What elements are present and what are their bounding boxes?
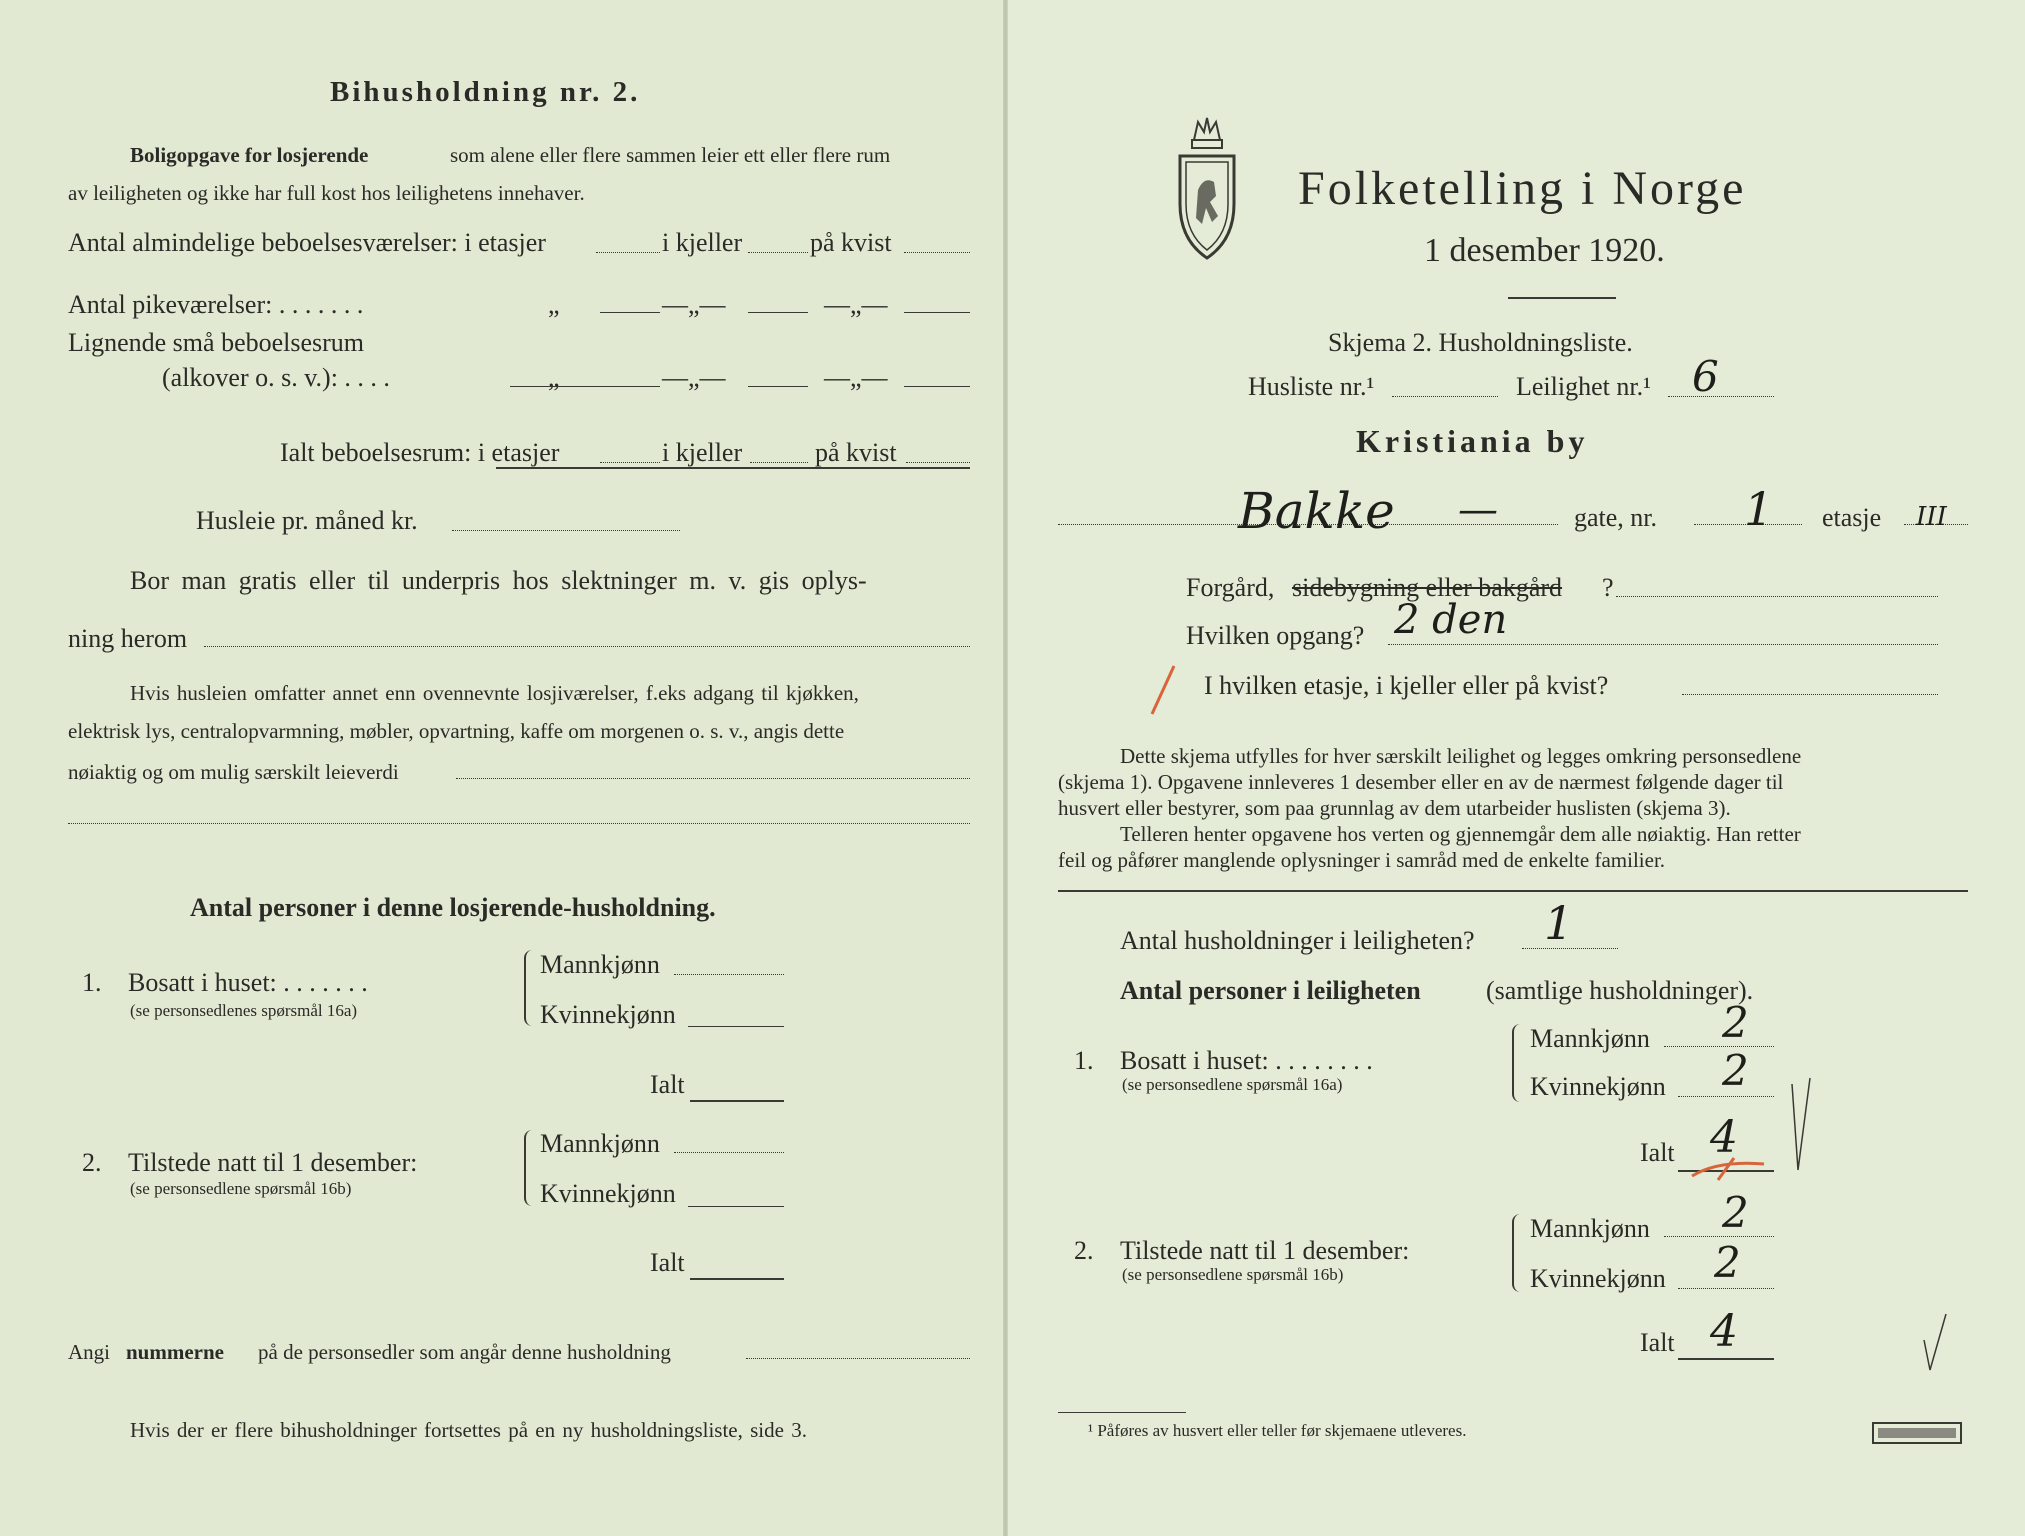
- hw-street: Bakke: [1238, 482, 1395, 540]
- left-q2-kvinne: Kvinnekjønn: [540, 1179, 676, 1208]
- info-line-2: (skjema 1). Opgavene innleveres 1 desember eller en av de nærmest følgende dager til: [1058, 770, 1784, 794]
- left-q2-label: Tilstede natt til 1 desember:: [128, 1148, 418, 1177]
- pike-line-1: [600, 312, 660, 313]
- ant-hush-label: Antal husholdninger i leiligheten?: [1120, 926, 1475, 955]
- lignende-line-2: (alkover o. s. v.): . . . .: [162, 363, 390, 392]
- ialt-kjeller-line: [750, 462, 808, 463]
- left-q1-mann-line: [674, 974, 784, 975]
- rooms-kjeller: i kjeller: [662, 228, 743, 257]
- left-q2-ialt: Ialt: [650, 1248, 685, 1277]
- forgard-struck: sidebygning eller bakgård: [1292, 573, 1563, 602]
- intro-bold: Boligopgave for losjerende: [130, 143, 369, 167]
- left-q2-sub: (se personsedlene spørsmål 16b): [130, 1179, 352, 1198]
- opgang-label: Hvilken opgang?: [1186, 621, 1365, 650]
- hw-q1-mann: 2: [1722, 998, 1749, 1047]
- info-rule: [1058, 890, 1968, 892]
- etasje-label: etasje: [1822, 503, 1882, 532]
- info-line-5: feil og påfører manglende oplysninger i samråd med de enkelte familier.: [1058, 848, 1666, 872]
- lignende-line-1: Lignende små beboelsesrum: [68, 328, 365, 357]
- rooms-kvist-line: [904, 252, 970, 253]
- ialt-rooms-label: Ialt beboelsesrum: i etasjer: [280, 438, 560, 467]
- left-q1-brace: [524, 950, 536, 1026]
- left-q2-kvinne-line: [688, 1206, 784, 1207]
- red-tick-icon: [1688, 1150, 1768, 1186]
- ialt-kvist: på kvist: [815, 438, 897, 467]
- red-check-mark-icon: [1144, 662, 1184, 718]
- right-q2-ialt-line: [1678, 1358, 1774, 1360]
- husleie-label: Husleie pr. måned kr.: [196, 506, 418, 535]
- form-title: Folketelling i Norge: [1298, 162, 1747, 215]
- pike-ditto-dash-1: —„—: [662, 290, 726, 319]
- hw-q2-ialt: 4: [1710, 1306, 1738, 1357]
- left-q1-label: Bosatt i huset: . . . . . . .: [128, 968, 368, 997]
- right-q1-kvinne-line: [1678, 1096, 1774, 1097]
- forgard-line: [1616, 596, 1938, 597]
- hw-street-dash: —: [1458, 487, 1498, 533]
- norway-coat-of-arms-icon: [1174, 112, 1240, 264]
- pencil-check-icon: [1788, 1074, 1814, 1174]
- husliste-label: Husliste nr.¹: [1248, 372, 1375, 401]
- lign-line-3: [904, 386, 970, 387]
- ialt-kvist-line: [906, 462, 970, 463]
- left-q1-kvinne: Kvinnekjønn: [540, 1000, 676, 1029]
- footnote: ¹ Påføres av husvert eller teller før skjemaene utleveres.: [1088, 1421, 1467, 1440]
- right-q2-kvinne: Kvinnekjønn: [1530, 1264, 1666, 1293]
- forgard-qmark: ?: [1602, 573, 1614, 602]
- left-q2-mann: Mannkjønn: [540, 1129, 660, 1158]
- right-q1-mann-line: [1664, 1046, 1774, 1047]
- right-q1-ialt: Ialt: [1640, 1138, 1675, 1167]
- hvilken-etasje-line: [1682, 694, 1938, 695]
- left-q2-ialt-line: [690, 1278, 784, 1280]
- rooms-kvist: på kvist: [810, 228, 892, 257]
- lign-line-2: [748, 386, 808, 387]
- hw-leilighet-nr: 6: [1692, 352, 1719, 401]
- right-q1-sub: (se personsedlene spørsmål 16a): [1122, 1075, 1343, 1094]
- antal-title: Antal personer i denne losjerende-husholdning.: [190, 893, 716, 922]
- date-underline: [1508, 297, 1616, 299]
- ant-pers-bold: Antal personer i leiligheten: [1120, 976, 1421, 1005]
- rooms-etasjer-line: [596, 252, 660, 253]
- hw-q2-mann: 2: [1722, 1188, 1749, 1237]
- husliste-line: [1392, 396, 1498, 397]
- hvis-line-3: nøiaktig og om mulig særskilt leieverdi: [68, 760, 399, 784]
- husleie-line: [452, 530, 680, 531]
- skjema-label: Skjema 2. Husholdningsliste.: [1328, 328, 1633, 357]
- intro-rest-1: som alene eller flere sammen leier ett eller flere rum: [450, 143, 891, 167]
- ialt-etasjer-line: [600, 462, 660, 463]
- printer-stamp-icon: [1872, 1422, 1962, 1444]
- right-q2-brace: [1512, 1214, 1524, 1292]
- left-q1-ialt: Ialt: [650, 1070, 685, 1099]
- hvis-line-1: Hvis husleien omfatter annet enn ovennevnte losjiværelser, f.eks adgang til kjøkken,: [130, 681, 859, 705]
- left-q2-mann-line: [674, 1152, 784, 1153]
- left-q1-sub: (se personsedlenes spørsmål 16a): [130, 1001, 358, 1020]
- ialt-underline: [496, 467, 970, 469]
- gratis-line-1: Bor man gratis eller til underpris hos slektninger m. v. gis oplys-: [130, 566, 867, 595]
- hw-gate-nr: 1: [1744, 482, 1774, 536]
- right-q1-mann: Mannkjønn: [1530, 1024, 1650, 1053]
- pike-ditto: „: [548, 290, 560, 319]
- angi-line: [746, 1358, 970, 1359]
- pike-line-2: [748, 312, 808, 313]
- left-title: Bihusholdning nr. 2.: [330, 76, 641, 108]
- left-q2-brace: [524, 1130, 536, 1206]
- forgard-label: Forgård,: [1186, 573, 1275, 602]
- angi-a: Angi: [68, 1340, 110, 1364]
- right-q1-label: Bosatt i huset: . . . . . . . .: [1120, 1046, 1373, 1075]
- intro-rest-2: av leiligheten og ikke har full kost hos leilighetens innehaver.: [68, 181, 585, 205]
- right-q2-num: 2.: [1074, 1236, 1094, 1265]
- city-label: Kristiania by: [1356, 423, 1589, 459]
- leilighet-line: [1668, 396, 1774, 397]
- lign-line-1: [510, 386, 660, 387]
- pencil-check-icon-2: [1920, 1310, 1950, 1374]
- lign-ditto: „: [548, 363, 560, 392]
- hvilken-etasje-label: I hvilken etasje, i kjeller eller på kvist?: [1204, 671, 1609, 700]
- right-q1-brace: [1512, 1024, 1524, 1102]
- footnote-rule: [1058, 1412, 1186, 1413]
- left-q1-ialt-line: [690, 1100, 784, 1102]
- left-q1-mann: Mannkjønn: [540, 950, 660, 979]
- hvis-line-2: elektrisk lys, centralopvarmning, møbler, opvartning, kaffe om morgenen o. s. v., angis dette: [68, 719, 845, 743]
- angi-b: nummerne: [126, 1340, 224, 1364]
- right-q2-ialt: Ialt: [1640, 1328, 1675, 1357]
- pike-line-3: [904, 312, 970, 313]
- opgang-line: [1388, 644, 1938, 645]
- hw-q1-ialt: 4: [1710, 1112, 1738, 1163]
- pike-ditto-dash-2: —„—: [824, 290, 888, 319]
- hw-q2-kvinne: 2: [1714, 1238, 1741, 1287]
- info-line-3: husvert eller bestyrer, som paa grunnlag av dem utarbeider huslisten (skjema 3).: [1058, 796, 1731, 820]
- right-q2-label: Tilstede natt til 1 desember:: [1120, 1236, 1410, 1265]
- lign-ditto-dash-2: —„—: [824, 363, 888, 392]
- angi-c: på de personsedler som angår denne husholdning: [258, 1340, 671, 1364]
- ant-pers-rest: (samtlige husholdninger).: [1486, 976, 1754, 1005]
- leilighet-label: Leilighet nr.¹: [1516, 372, 1651, 401]
- info-line-1: Dette skjema utfylles for hver særskilt leilighet og legges omkring personsedlene: [1120, 744, 1802, 768]
- right-q1-num: 1.: [1074, 1046, 1094, 1075]
- left-q2-num: 2.: [82, 1148, 102, 1177]
- ialt-kjeller: i kjeller: [662, 438, 743, 467]
- right-q2-mann: Mannkjønn: [1530, 1214, 1650, 1243]
- right-q2-sub: (se personsedlene spørsmål 16b): [1122, 1265, 1344, 1284]
- hw-q1-kvinne: 2: [1722, 1046, 1749, 1095]
- right-q2-mann-line: [1664, 1236, 1774, 1237]
- hvis-line-extra: [68, 823, 970, 824]
- pike-label: Antal pikeværelser: . . . . . . .: [68, 290, 364, 319]
- hw-opgang: 2 den: [1394, 597, 1508, 643]
- right-q2-kvinne-line: [1678, 1288, 1774, 1289]
- left-q1-kvinne-line: [688, 1026, 784, 1027]
- left-footer: Hvis der er flere bihusholdninger fortsettes på en ny husholdningsliste, side 3.: [130, 1418, 807, 1442]
- info-line-4: Telleren henter opgavene hos verten og gjennemgår dem alle nøiaktig. Han retter: [1120, 822, 1801, 846]
- gratis-line: [204, 646, 970, 647]
- hw-ant-hush: 1: [1544, 896, 1574, 950]
- right-q1-kvinne: Kvinnekjønn: [1530, 1072, 1666, 1101]
- rooms-kjeller-line: [748, 252, 808, 253]
- hw-etasje: III: [1916, 502, 1947, 532]
- form-date: 1 desember 1920.: [1424, 232, 1665, 269]
- lign-ditto-dash-1: —„—: [662, 363, 726, 392]
- left-page: [0, 0, 1006, 1536]
- right-page: [1008, 0, 2025, 1536]
- left-q1-num: 1.: [82, 968, 102, 997]
- gate-label: gate, nr.: [1574, 503, 1658, 532]
- gratis-line-2: ning herom: [68, 624, 188, 653]
- hvis-line: [456, 778, 970, 779]
- rooms-label: Antal almindelige beboelsesværelser: i etasjer: [68, 228, 546, 257]
